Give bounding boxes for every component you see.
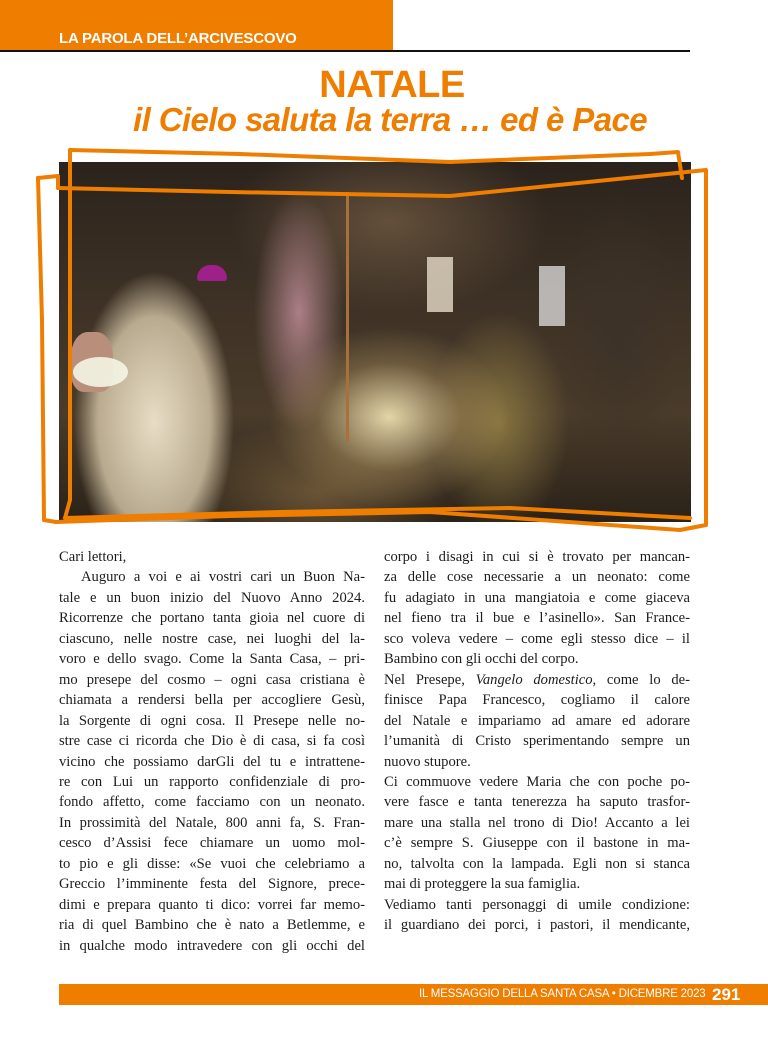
- text-line: dimi e prepara quanto ti dico: vorrei far memo-: [59, 896, 365, 913]
- text-line: in qualche modo intravedere con gli occhi del: [59, 937, 365, 954]
- article-title: NATALE: [319, 64, 465, 106]
- section-label: LA PAROLA DELL’ARCIVESCOVO: [59, 30, 297, 47]
- text-line: vere fasce e tanta tenerezza ha saputo trasfor-: [384, 794, 690, 811]
- paragraph: [384, 547, 690, 670]
- text-line: Greccio l’imminente festa del Signore, prece-: [59, 876, 365, 893]
- page-number: 291: [712, 985, 741, 1004]
- nativity-photo: [59, 162, 691, 522]
- text-line: fu adagiato in una mangiatoia e come giaceva: [384, 589, 690, 606]
- text-line: ciascuno, nelle nostre case, nei luoghi del la-: [59, 630, 365, 647]
- paragraph: [384, 895, 690, 936]
- text-line-with-emphasis: Nel Presepe, Vangelo domestico, come lo de-: [384, 671, 690, 688]
- text-line: chiamata a rendersi bella per accogliere Gesù,: [59, 692, 365, 709]
- text-line: corpo i disagi in cui si è trovato per mancan-: [384, 549, 690, 565]
- text-line: Ci commuove vedere Maria che con poche po-: [384, 773, 690, 790]
- text-line: Cari lettori,: [59, 549, 127, 565]
- article-column-right: [384, 547, 690, 936]
- text-line: Auguro a voi e ai vostri cari un Buon Na-: [81, 569, 365, 586]
- text-line: cesco d’Assisi fece chiamare un uomo mol-: [59, 835, 365, 852]
- poinsettia-flowers: [73, 357, 128, 387]
- text-line: ria di quel Bambino che è nato a Betlemme, e: [59, 917, 365, 934]
- text-line: c’è sempre S. Giuseppe con il bastone in ma-: [384, 835, 690, 852]
- text-line: re con Lui un rapporto confidenziale di pro-: [59, 773, 365, 790]
- text-line: la Sorgente di ogni cosa. Il Presepe nelle no-: [59, 712, 365, 729]
- article-subtitle: il Cielo saluta la terra … ed è Pace: [133, 101, 647, 138]
- text-line: finisce Papa Francesco, cogliamo il calore: [384, 692, 690, 709]
- text-line: nuovo stupore.: [384, 753, 471, 770]
- text-line: Ricorrenze che portano tanta gioia nel cuore di: [59, 610, 365, 627]
- publication-info: IL MESSAGGIO DELLA SANTA CASA • DICEMBRE 2023: [419, 988, 706, 1000]
- paragraph: [59, 813, 365, 956]
- header-divider: [0, 50, 690, 52]
- paragraph: [384, 772, 690, 895]
- text-line: fondo affetto, come facciamo con un neonato.: [59, 794, 365, 811]
- text-line: mai di proteggere la sua famiglia.: [384, 876, 581, 893]
- text-line: Vediamo tanti personaggi di umile condizione:: [384, 896, 690, 913]
- text-line: del Natale e impariamo ad amare ed adorare: [384, 712, 690, 729]
- text-line: to pio e gli disse: «Se vuoi che celebriamo a: [59, 855, 365, 872]
- paragraph: [384, 670, 690, 772]
- text-line: sco voleva vedere – come egli stesso dice – il: [384, 630, 690, 647]
- text-line: mare una stalla nel trono di Dio! Accanto a lei: [384, 814, 690, 831]
- shepherd-staff: [346, 192, 349, 442]
- text-line: no, talvolta con la lampada. Egli non si stanca: [384, 855, 690, 872]
- article-column-left: [59, 547, 365, 956]
- text-line: voro e dello svago. Come la Santa Casa, – pri-: [59, 651, 365, 668]
- emphasis-text: Vangelo domestico: [475, 671, 593, 688]
- salutation: [59, 547, 365, 567]
- paragraph: [59, 567, 365, 812]
- text-line: stre case ci ricorda che Dio è di casa, si fa così: [59, 733, 365, 750]
- text-line: In prossimità del Natale, 800 anni fa, S. Fran-: [59, 814, 365, 831]
- stable-window: [539, 266, 565, 326]
- text-line: vicino che possiamo darGli del tu e intrattene-: [59, 753, 365, 770]
- stable-window: [427, 257, 453, 312]
- text-line: l’umanità di Cristo sperimentando sempre un: [384, 733, 690, 750]
- photo-figure: [30, 140, 720, 540]
- text-line: il guardiano dei porci, i pastori, il mendicante,: [384, 917, 690, 934]
- bishop-zucchetto: [197, 265, 227, 281]
- text-line: mo presepe del cosmo – ogni casa cristiana è: [59, 671, 365, 688]
- text-line: za delle cose necessarie a un neonato: come: [384, 569, 690, 586]
- text-line: nel fieno tra il bue e l’asinello». San France-: [384, 610, 690, 627]
- text-line: Bambino con gli occhi del corpo.: [384, 651, 579, 668]
- text-line: tale e un buon inizio del Nuovo Anno 2024.: [59, 589, 365, 606]
